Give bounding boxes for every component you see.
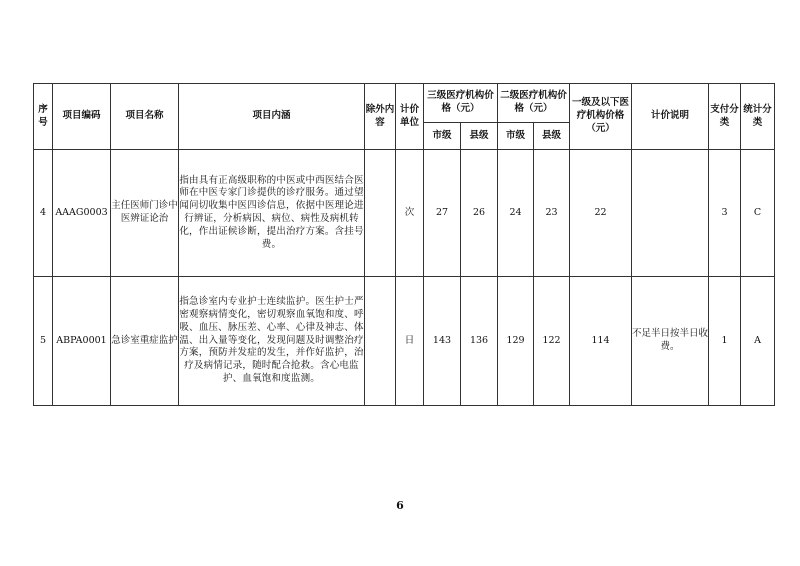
- row-content: 指急诊室内专业护士连续监护。医生护士严密观察病情变化，密切观察血氧饱和度、呼吸、血压、脉压差、心率、心律及神志、体温、出入量等变化，发现问题及时调整治疗方案，预防并发症的发生，并作好监护，治疗及病情记录，随时配合抢救。含心电监护、血氧饱和度监测。: [179, 277, 365, 406]
- row-excluded: [365, 277, 396, 406]
- header-tier2-city: 市级: [498, 123, 534, 150]
- row-stat: A: [741, 277, 775, 406]
- row-note: 不足半日按半日收费。: [632, 277, 709, 406]
- header-stat: 统计分类: [741, 84, 775, 150]
- header-tier3: 三级医疗机构价格（元）: [424, 84, 498, 123]
- header-tier1: 一级及以下医疗机构价格（元）: [570, 84, 632, 150]
- row-tier1: 22: [570, 150, 632, 277]
- row-tier2-city: 129: [498, 277, 534, 406]
- price-table: [33, 83, 775, 406]
- row-content: 指由具有正高级职称的中医或中西医结合医师在中医专家门诊提供的诊疗服务。通过望闻问切收集中医四诊信息，依据中医理论进行辨证，分析病因、病位、病性及病机转化，作出证候诊断，提出治疗方案。含挂号费。: [179, 150, 365, 277]
- row-code: ABPA0001: [53, 277, 111, 406]
- row-stat: C: [741, 150, 775, 277]
- header-tier3-county: 县级: [461, 123, 498, 150]
- header-row: [34, 84, 775, 123]
- row-tier3-county: 136: [461, 277, 498, 406]
- row-excluded: [365, 150, 396, 277]
- row-code: AAAG0003: [53, 150, 111, 277]
- row-tier1: 114: [570, 277, 632, 406]
- row-name: 主任医师门诊中医辨证论治: [111, 150, 179, 277]
- page-number: 6: [396, 499, 404, 512]
- header-tier2-county: 县级: [534, 123, 570, 150]
- row-unit: 日: [396, 277, 424, 406]
- row-seq: 5: [34, 277, 53, 406]
- row-tier3-city: 27: [424, 150, 461, 277]
- row-note: [632, 150, 709, 277]
- header-name: 项目名称: [111, 84, 179, 150]
- header-content: 项目内涵: [179, 84, 365, 150]
- header-note: 计价说明: [632, 84, 709, 150]
- row-tier2-county: 122: [534, 277, 570, 406]
- row-payment: 3: [709, 150, 741, 277]
- header-code: 项目编码: [53, 84, 111, 150]
- row-unit: 次: [396, 150, 424, 277]
- row-tier2-city: 24: [498, 150, 534, 277]
- header-tier2: 二级医疗机构价格（元）: [498, 84, 570, 123]
- header-payment: 支付分类: [709, 84, 741, 150]
- row-seq: 4: [34, 150, 53, 277]
- header-excluded: 除外内容: [365, 84, 396, 150]
- row-payment: 1: [709, 277, 741, 406]
- header-seq: 序号: [34, 84, 53, 150]
- row-tier2-county: 23: [534, 150, 570, 277]
- row-tier3-city: 143: [424, 277, 461, 406]
- header-unit: 计价单位: [396, 84, 424, 150]
- row-name: 急诊室重症监护: [111, 277, 179, 406]
- table-row: [34, 150, 775, 277]
- row-tier3-county: 26: [461, 150, 498, 277]
- header-tier3-city: 市级: [424, 123, 461, 150]
- table-row: [34, 277, 775, 406]
